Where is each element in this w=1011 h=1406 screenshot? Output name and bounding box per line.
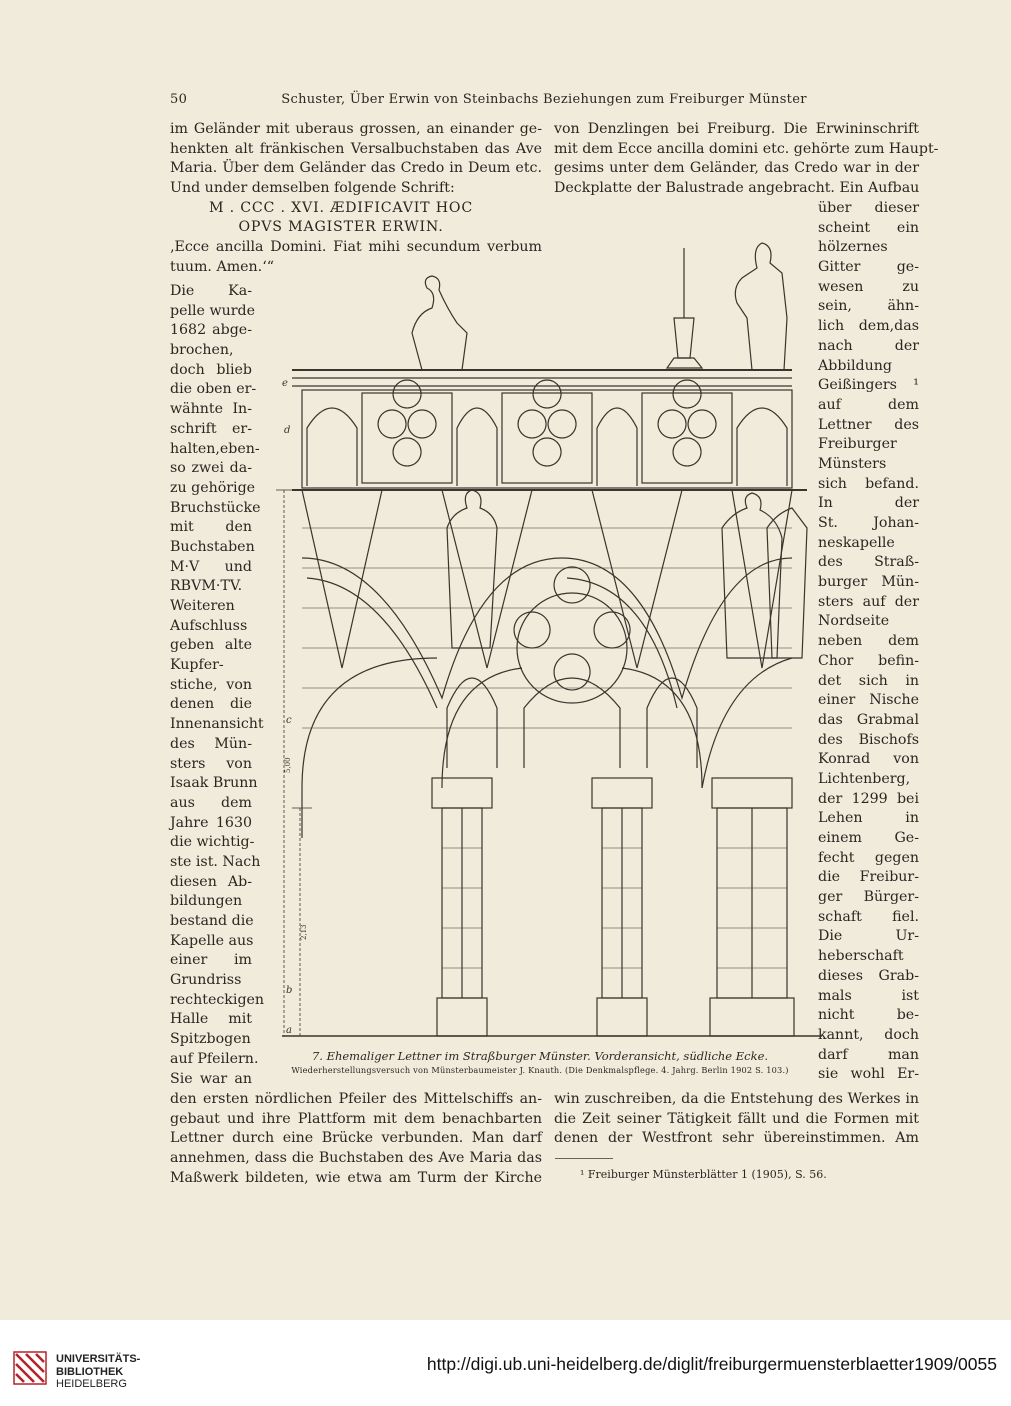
footnote-rule xyxy=(555,1158,613,1159)
text-line: M·V und xyxy=(170,558,252,575)
header-title: Schuster, Über Erwin von Steinbachs Beziehungen zum Freiburger Münster xyxy=(281,92,807,107)
text-line: aus dem xyxy=(170,794,252,811)
text-line: neskapelle xyxy=(818,534,895,551)
text-line: Grundriss xyxy=(170,972,242,989)
text-line: 1682 abge- xyxy=(170,322,252,339)
text-line: Lettner des xyxy=(818,416,919,433)
text-line: im Geländer mit uberaus grossen, an einander ge- xyxy=(170,121,542,137)
text-line: Sie war an xyxy=(170,1070,252,1087)
text-line: Buchstaben xyxy=(170,538,255,555)
text-line: auf Pfeilern. xyxy=(170,1050,259,1067)
text-line: ste ist. Nach xyxy=(170,853,261,870)
text-line: bildungen xyxy=(170,893,243,910)
text-line: henkten alt fränkischen Versalbuchstaben das Ave xyxy=(170,140,542,157)
text-line: Kapelle aus xyxy=(170,932,254,949)
text-line: Spitzbogen xyxy=(170,1031,251,1048)
text-line: schaft fiel. xyxy=(818,908,919,925)
text-line: der 1299 bei xyxy=(818,790,919,807)
text-line: so zwei da- xyxy=(170,460,252,477)
text-line: Jahre 1630 xyxy=(170,814,252,831)
text-line: halten,eben- xyxy=(170,440,260,457)
text-line: ‚Ecce ancilla Domini. Fiat mihi secundum verbum xyxy=(170,239,542,256)
text-line: Freiburger xyxy=(818,436,897,453)
caption-title: 7. Ehemaliger Lettner im Straßburger Münster. Vorderansicht, südliche Ecke. xyxy=(311,1049,769,1063)
text-line: Aufschluss xyxy=(170,617,248,634)
text-line: sich befand. xyxy=(818,475,919,492)
text-line: tuum. Amen.‘“ xyxy=(170,258,274,275)
text-line: Und under demselben folgende Schrift: xyxy=(170,180,455,197)
text-line: RBVM·TV. xyxy=(170,578,243,595)
text-line: annehmen, dass die Buchstaben des Ave Maria das xyxy=(170,1150,542,1167)
inscription-line: M . CCC . XVI. ÆDIFICAVIT HOC xyxy=(208,199,474,216)
footnote: ¹ Freiburger Münsterblätter 1 (1905), S. 56. xyxy=(580,1168,827,1181)
dimension-lines xyxy=(276,490,312,1036)
right-column-top xyxy=(554,120,939,199)
text-line: In der xyxy=(818,495,919,512)
text-line: scheint ein xyxy=(818,219,919,236)
gables xyxy=(302,490,807,768)
text-line: St. Johan- xyxy=(818,515,919,531)
text-line: kannt, doch xyxy=(818,1026,919,1043)
text-line: Geißingers ¹ xyxy=(818,377,919,394)
text-line: Kupfer- xyxy=(170,657,224,674)
text-line: einem Ge- xyxy=(818,830,919,846)
text-line: bestand die xyxy=(170,913,254,929)
text-line: über dieser xyxy=(818,200,919,216)
figure-caption xyxy=(280,1049,800,1075)
library-line-2: BIBLIOTHEK xyxy=(56,1365,124,1378)
text-line: Die Ur- xyxy=(818,928,919,945)
text-line: Chor befin- xyxy=(818,652,919,669)
text-line: des Bischofs xyxy=(818,731,919,748)
text-line: die wichtig- xyxy=(170,834,255,851)
text-line: Lichtenberg, xyxy=(818,770,911,787)
lettner-drawing xyxy=(262,228,830,1046)
text-line: doch blieb xyxy=(170,361,252,378)
text-line: die Zeit seiner Tätigkeit fällt und die Formen mit xyxy=(554,1110,919,1127)
text-line: mit dem Ecce ancilla domini etc. gehörte zum Haupt- xyxy=(554,140,939,157)
text-line: darf man xyxy=(818,1046,919,1063)
text-line: Abbildung xyxy=(818,357,892,374)
text-line: win zuschreiben, da die Entstehung des Werkes in xyxy=(554,1091,919,1107)
text-line: auf dem xyxy=(818,396,919,413)
label-e: e xyxy=(282,378,288,389)
text-line: Lettner durch eine Brücke verbunden. Man darf xyxy=(170,1130,542,1147)
text-line: det sich in xyxy=(818,672,919,689)
text-line: geben alte xyxy=(170,637,252,654)
text-line: mals ist xyxy=(818,987,919,1004)
text-line: fecht gegen xyxy=(818,849,919,866)
text-line: ger Bürger- xyxy=(818,889,919,906)
text-line: mit den xyxy=(170,519,252,536)
text-line: Nordseite xyxy=(818,613,890,630)
text-line: Halle mit xyxy=(170,1011,252,1028)
right-column-narrow xyxy=(818,199,919,1085)
label-b: b xyxy=(286,985,293,996)
label-c: c xyxy=(286,715,292,726)
text-line: heberschaft xyxy=(818,948,904,965)
text-line: Maßwerk bildeten, wie etwa am Turm der Kirche xyxy=(170,1169,542,1186)
text-line: neben dem xyxy=(818,633,919,650)
library-footer xyxy=(0,1320,1011,1406)
text-line: die Freibur- xyxy=(818,869,919,886)
text-line: von Denzlingen bei Freiburg. Die Erwininschrift xyxy=(554,121,919,137)
text-line: das Grabmal xyxy=(818,711,919,728)
text-line: einer Nische xyxy=(818,692,919,709)
text-line: des Mün- xyxy=(170,735,252,752)
left-column-bottom xyxy=(170,1090,542,1188)
text-line: diesen Ab- xyxy=(170,873,252,890)
text-line: des Straß- xyxy=(818,554,919,571)
text-line: hölzernes xyxy=(818,239,888,256)
label-a: a xyxy=(286,1025,292,1036)
statues xyxy=(412,243,787,370)
text-line: Gitter ge- xyxy=(818,259,919,276)
text-line: Weiteren xyxy=(170,598,235,614)
text-line: sters von xyxy=(170,755,252,772)
text-line: sters auf der xyxy=(818,593,919,610)
text-line: Münsters xyxy=(818,455,887,472)
text-line: sein, ähn- xyxy=(818,298,919,315)
text-line: die oben er- xyxy=(170,381,257,398)
text-line: brochen, xyxy=(170,342,234,359)
text-line: denen der Westfront sehr übereinstimmen. Am xyxy=(554,1130,919,1147)
library-line-3: HEIDELBERG xyxy=(56,1378,127,1390)
dimension-213: 2,13 xyxy=(300,924,308,940)
text-line: denen die xyxy=(170,696,252,713)
page-number: 50 xyxy=(170,92,188,107)
text-line: burger Mün- xyxy=(818,574,919,591)
text-line: wesen zu xyxy=(818,278,919,295)
text-line: gesims unter dem Geländer, das Credo war in der xyxy=(554,160,919,177)
text-line: stiche, von xyxy=(170,676,252,693)
text-line: nicht be- xyxy=(818,1007,919,1024)
text-line: rechteckigen xyxy=(170,991,265,1008)
text-line: dieses Grab- xyxy=(818,967,919,984)
library-line-1: UNIVERSITÄTS- xyxy=(56,1353,141,1365)
text-line: gebaut und ihre Plattform mit dem benachbarten xyxy=(170,1110,542,1127)
source-url-link[interactable]: http://digi.ub.uni-heidelberg.de/diglit/freiburgermuensterblaetter1909/0055 xyxy=(426,1354,997,1374)
library-logo-icon xyxy=(12,1350,48,1386)
text-line: schrift er- xyxy=(170,420,252,437)
text-line: wähnte In- xyxy=(170,401,252,418)
dimension-500: 5,00 xyxy=(284,757,292,773)
text-line: einer im xyxy=(170,952,252,969)
text-line: nach der xyxy=(818,337,919,354)
text-line: lich dem,das xyxy=(818,318,919,335)
label-d: d xyxy=(284,425,291,436)
arcade xyxy=(282,658,822,1036)
left-column-narrow xyxy=(170,282,265,1089)
text-line: Bruchstücke xyxy=(170,499,261,516)
text-line: pelle wurde xyxy=(170,302,256,319)
text-line: Lehen in xyxy=(818,810,919,827)
library-name xyxy=(56,1353,140,1391)
text-line: Innenansicht xyxy=(170,716,264,733)
balustrade xyxy=(292,370,807,490)
right-column-bottom xyxy=(554,1090,919,1149)
caption-source: Wiederherstellungsversuch von Münsterbaumeister J. Knauth. (Die Denkmalspflege. 4. Jahrg. Berlin 1902 S. 103.) xyxy=(291,1065,789,1075)
text-line: Isaak Brunn xyxy=(170,775,258,792)
text-line: Konrad von xyxy=(818,751,919,768)
text-line: den ersten nördlichen Pfeiler des Mittelschiffs an- xyxy=(170,1091,542,1107)
text-line: zu gehörige xyxy=(170,479,256,496)
text-line: Deckplatte der Balustrade angebracht. Ein Aufbau xyxy=(554,180,920,197)
text-line: sie wohl Er- xyxy=(818,1066,919,1083)
text-line: Maria. Über dem Geländer das Credo in Deum etc. xyxy=(170,160,542,177)
text-line: Die Ka- xyxy=(170,283,252,299)
inscription-line: OPVS MAGISTER ERWIN. xyxy=(238,219,444,236)
